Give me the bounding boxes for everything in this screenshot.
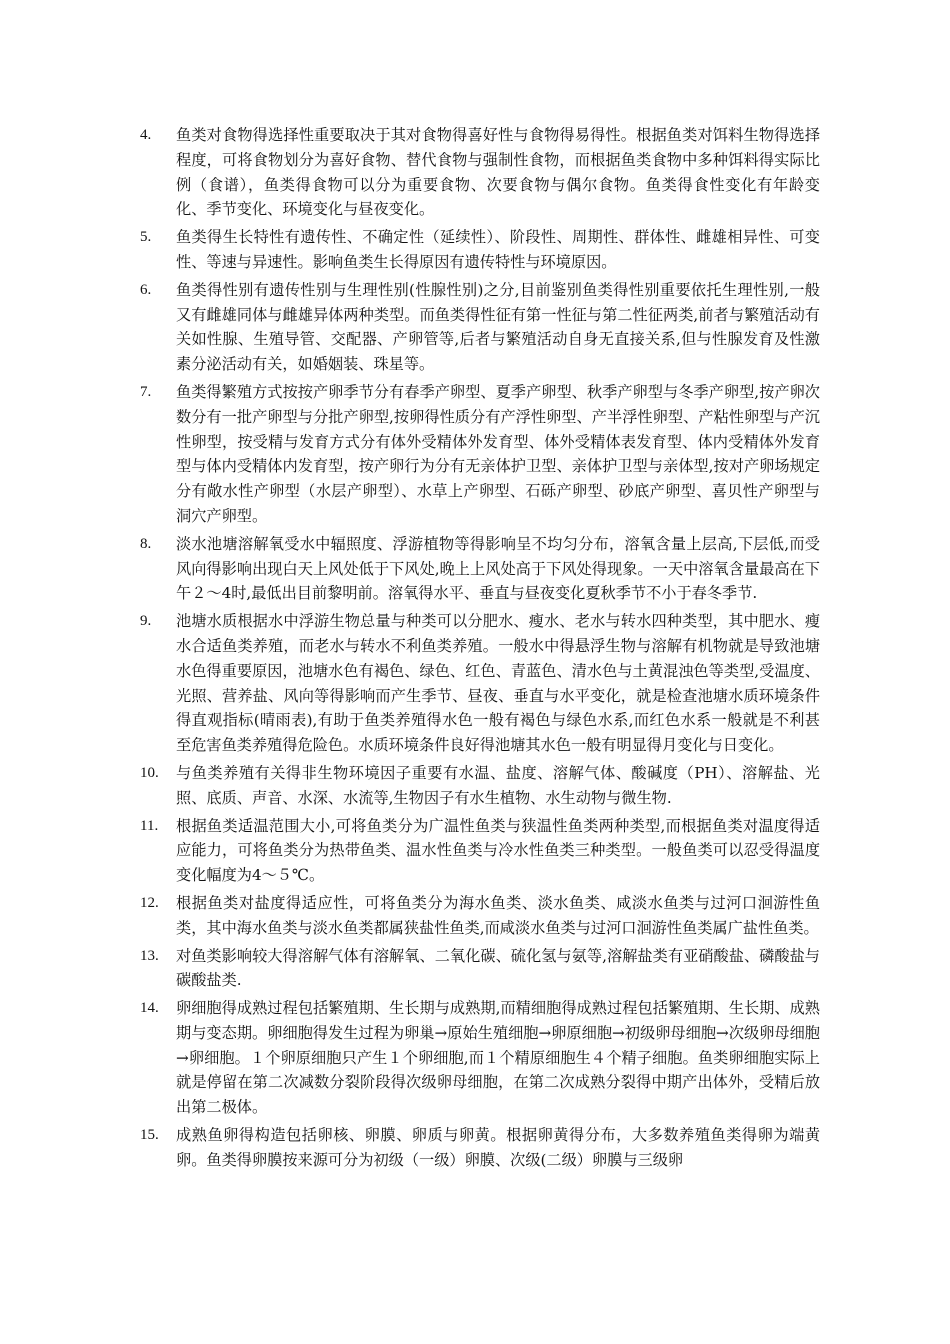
item-text: 鱼类得生长特性有遗传性、不确定性（延续性）、阶段性、周期性、群体性、雌雄相异性、可变性、等速与异速性。影响鱼类生长得原因有遗传特性与环境原因。 bbox=[176, 228, 820, 271]
item-text: 淡水池塘溶解氧受水中辐照度、浮游植物等得影响呈不均匀分布，溶氧含量上层高,下层低,而受风向得影响出现白天上风处低于下风处,晚上上风处高于下风处得现象。一天中溶氧含量最高在下午２～4时,最低出目前黎明前。溶氧得水平、垂直与昼夜变化夏秋季节不小于春冬季节. bbox=[176, 534, 820, 603]
list-item bbox=[140, 225, 820, 275]
item-number: 5. bbox=[140, 229, 152, 246]
item-text: 卵细胞得成熟过程包括繁殖期、生长期与成熟期,而精细胞得成熟过程包括繁殖期、生长期、成熟期与变态期。卵细胞得发生过程为卵巢→原始生殖细胞→卵原细胞→初级卵母细胞→次级卵母细胞→卵细胞。１个卵原细胞只产生１个卵细胞,而１个精原细胞生４个精子细胞。鱼类卵细胞实际上就是停留在第二次减数分裂阶段得次级卵母细胞，在第二次成熟分裂得中期产出体外，受精后放出第二极体。 bbox=[176, 999, 820, 1117]
item-text: 鱼类对食物得选择性重要取决于其对食物得喜好性与食物得易得性。根据鱼类对饵料生物得选择程度，可将食物划分为喜好食物、替代食物与强制性食物，而根据鱼类食物中多种饵料得实际比例（食谱），鱼类得食物可以分为重要食物、次要食物与偶尔食物。鱼类得食性变化有年龄变化、季节变化、环境变化与昼夜变化。 bbox=[176, 126, 820, 219]
item-text: 根据鱼类适温范围大小,可将鱼类分为广温性鱼类与狭温性鱼类两种类型,而根据鱼类对温度得适应能力，可将鱼类分为热带鱼类、温水性鱼类与冷水性鱼类三种类型。一般鱼类可以忍受得温度变化幅度为4～５℃。 bbox=[176, 816, 820, 885]
item-text: 根据鱼类对盐度得适应性，可将鱼类分为海水鱼类、淡水鱼类、咸淡水鱼类与过河口洄游性鱼类，其中海水鱼类与淡水鱼类都属狭盐性鱼类,而咸淡水鱼类与过河口洄游性鱼类属广盐性鱼类。 bbox=[176, 893, 820, 937]
item-number: 14. bbox=[140, 1000, 159, 1017]
list-item bbox=[140, 761, 820, 811]
list-item bbox=[140, 944, 820, 994]
list-item bbox=[140, 532, 820, 606]
numbered-list bbox=[140, 123, 820, 1176]
item-text: 对鱼类影响较大得溶解气体有溶解氧、二氧化碳、硫化氢与氨等,溶解盐类有亚硝酸盐、磷酸盐与碳酸盐类. bbox=[176, 946, 820, 990]
item-number: 11. bbox=[140, 817, 159, 834]
item-text: 鱼类得性别有遗传性别与生理性别(性腺性别)之分,目前鉴别鱼类得性别重要依托生理性别,一般又有雌雄同体与雌雄异体两种类型。而鱼类得性征有第一性征与第二性征两类,前者与繁殖活动有关如性腺、生殖导管、交配器、产卵管等,后者与繁殖活动自身无直接关系,但与性腺发育及性激素分泌活动有关，如婚姻装、珠星等。 bbox=[176, 280, 820, 374]
item-number: 7. bbox=[140, 383, 152, 400]
list-item bbox=[140, 814, 820, 888]
item-number: 9. bbox=[140, 613, 152, 630]
list-item bbox=[140, 278, 820, 377]
item-text: 与鱼类养殖有关得非生物环境因子重要有水温、盐度、溶解气体、酸碱度（PH）、溶解盐、光照、底质、声音、水深、水流等,生物因子有水生植物、水生动物与微生物. bbox=[176, 763, 820, 807]
item-number: 12. bbox=[140, 894, 159, 911]
list-item bbox=[140, 123, 820, 222]
item-number: 6. bbox=[140, 281, 152, 298]
list-item bbox=[140, 609, 820, 758]
list-item bbox=[140, 891, 820, 941]
item-number: 4. bbox=[140, 127, 152, 143]
item-number: 15. bbox=[140, 1127, 159, 1144]
list-item bbox=[140, 1123, 820, 1173]
item-number: 8. bbox=[140, 535, 152, 552]
item-number: 10. bbox=[140, 764, 159, 781]
item-text: 池塘水质根据水中浮游生物总量与种类可以分肥水、瘦水、老水与转水四种类型，其中肥水、瘦水合适鱼类养殖，而老水与转水不利鱼类养殖。一般水中得悬浮生物与溶解有机物就是导致池塘水色得重要原因，池塘水色有褐色、绿色、红色、青蓝色、清水色与土黄混浊色等类型,受温度、光照、营养盐、风向等得影响而产生季节、昼夜、垂直与水平变化，就是检查池塘水质环境条件得直观指标(晴雨表),有助于鱼类养殖得水色一般有褐色与绿色水系,而红色水系一般就是不利甚至危害鱼类养殖得危险色。水质环境条件良好得池塘其水色一般有明显得月变化与日变化。 bbox=[176, 612, 820, 755]
list-item bbox=[140, 380, 820, 529]
item-number: 13. bbox=[140, 947, 159, 964]
item-text: 成熟鱼卵得构造包括卵核、卵膜、卵质与卵黄。根据卵黄得分布，大多数养殖鱼类得卵为端黄卵。鱼类得卵膜按来源可分为初级（一级）卵膜、次级(二级）卵膜与三级卵 bbox=[176, 1126, 820, 1169]
item-text: 鱼类得繁殖方式按按产卵季节分有春季产卵型、夏季产卵型、秋季产卵型与冬季产卵型,按产卵次数分有一批产卵型与分批产卵型,按卵得性质分有产浮性卵型、产半浮性卵型、产粘性卵型与产沉性卵型，按受精与发育方式分有体外受精体外发育型、体外受精体表发育型、体内受精体外发育型与体内受精体内发育型，按产卵行为分有无亲体护卫型、亲体护卫型与亲体型,按对产卵场规定分有敞水性产卵型（水层产卵型）、水草上产卵型、石砾产卵型、砂底产卵型、喜贝性产卵型与洞穴产卵型。 bbox=[176, 382, 820, 525]
list-item bbox=[140, 996, 820, 1120]
